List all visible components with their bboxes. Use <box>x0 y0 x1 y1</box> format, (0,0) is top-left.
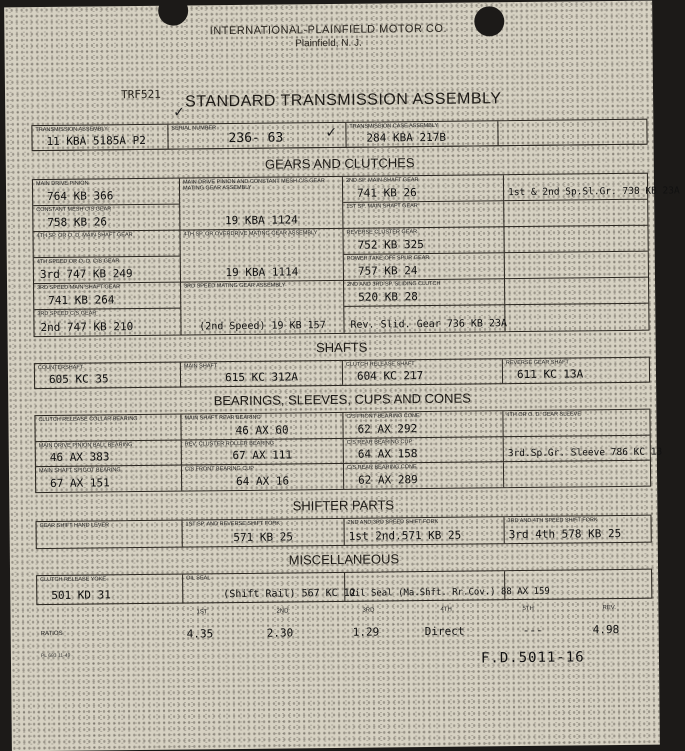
serial-cell <box>168 123 346 149</box>
cell-label: CLUTCH RELEASE YOKE <box>40 576 107 584</box>
cell-value: 741 KB 264 <box>48 293 115 307</box>
table-cell <box>345 571 550 601</box>
table-cell <box>36 440 182 466</box>
cell-label: 3RD SPEED MATING GEAR ASSEMBLY <box>184 282 286 290</box>
cell-value: 46 AX 60 <box>235 423 289 437</box>
table-cell <box>36 466 182 492</box>
cell-label: SERIAL NUMBER <box>171 125 217 132</box>
cell-value: 615 KC 312A <box>225 370 298 385</box>
table-cell <box>343 201 503 229</box>
ratio-1st: 4.35 <box>186 627 214 641</box>
cell-value: 764 KB 366 <box>47 189 114 203</box>
cell-label: 4TH SP. OR O. D. MAIN SHAFT GEAR <box>36 232 133 240</box>
table-row <box>36 461 650 492</box>
table-row <box>35 358 649 388</box>
table-cell <box>343 227 503 255</box>
cell-label: 1ST SP. AND REVERSE SHIFT FORK <box>185 520 281 528</box>
cell-value: Oil Seal (Ma.Shft. Rr.Cov.) 88 AX 159 <box>349 586 550 599</box>
top-row <box>31 119 647 151</box>
ratio-5th: --- <box>522 623 543 638</box>
page-title: STANDARD TRANSMISSION ASSEMBLY <box>185 90 502 111</box>
table-cell <box>344 253 504 281</box>
bearings-table <box>34 409 663 493</box>
table-cell <box>182 464 344 490</box>
model-number: TRF521 <box>120 87 161 102</box>
case-value: 284 KBA 217B <box>366 130 447 145</box>
table-row <box>32 120 646 151</box>
cell-label: MAIN SHAFT <box>183 363 218 370</box>
cell-value: 46 AX 383 <box>49 450 110 465</box>
table-cell <box>504 200 647 227</box>
cell-label: 2ND AND 3RD SP. SLIDING CLUTCH <box>347 280 441 288</box>
cell-label: COUNTERSHAFT <box>37 364 84 372</box>
print-code: PL 693 11-49 <box>40 652 71 660</box>
table-cell <box>180 229 343 283</box>
section-misc: MISCELLANEOUS <box>288 551 400 568</box>
cell-label: MAIN SHAFT REAR BEARING <box>184 414 261 422</box>
table-cell <box>183 519 345 547</box>
cell-label: 1ST SP. MAIN SHAFT GEAR <box>346 203 418 210</box>
table-cell <box>503 358 649 384</box>
cell-value: (Shift Rail) 567 KC 12 <box>223 587 356 601</box>
cell-value: 62 AX 292 <box>357 421 418 436</box>
cell-label: 4TH OR O. D. GEAR SLEEVE <box>506 411 582 419</box>
table-cell <box>344 305 508 333</box>
ratio-header: 3RD <box>362 607 375 614</box>
table-cell <box>344 279 504 307</box>
table-cell <box>498 120 646 146</box>
cell-value: 1st 2nd.571 KB 25 <box>348 528 462 543</box>
cell-label: MAIN SHAFT SPIGOT BEARING <box>38 467 121 475</box>
cell-value: (2nd Speed) 19 KB 157 <box>199 320 326 333</box>
section-bearings: BEARINGS, SLEEVES, CUPS AND CONES <box>213 390 471 409</box>
cell-label: CONSTANT MESH C/S GEAR <box>36 206 112 214</box>
table-cell <box>343 359 503 385</box>
cell-label: CLUTCH RELEASE SHAFT <box>345 361 415 368</box>
ratios-row <box>36 605 652 647</box>
cell-value: 501 KD 31 <box>51 588 111 602</box>
misc-table <box>36 569 652 605</box>
table-cell <box>181 361 343 387</box>
cell-value: 67 AX 111 <box>232 448 293 463</box>
cell-label: 4TH SPEED OR O. D. C/S GEAR <box>36 258 120 266</box>
table-cell <box>505 570 651 600</box>
cell-label: C/S REAR BEARING CONE <box>346 464 417 472</box>
table-cell <box>344 517 504 545</box>
table-cell <box>180 177 343 231</box>
table-cell <box>33 179 179 207</box>
serial-value: 236- 63 <box>228 130 284 147</box>
section-shafts: SHAFTS <box>315 339 368 356</box>
check-mark-icon: ✓ <box>173 103 186 120</box>
cell-value: 752 KB 325 <box>357 238 424 252</box>
table-cell <box>35 415 181 441</box>
cell-label: 2ND AND 3RD SPEED SHIFT FORK <box>347 518 439 526</box>
cell-value: 520 KB 28 <box>358 290 418 304</box>
ratio-header: 2ND <box>276 608 289 615</box>
table-cell <box>183 573 356 603</box>
table-cell <box>505 304 648 331</box>
table-cell <box>33 231 179 259</box>
spec-sheet <box>4 1 680 751</box>
cell-value: 62 AX 289 <box>358 473 418 487</box>
section-shifter: SHIFTER PARTS <box>292 497 395 514</box>
ratio-3rd: 1.29 <box>352 625 380 639</box>
cell-label: 3RD AND 4TH SPEED SHIFT FORK <box>507 517 598 525</box>
table-row <box>37 570 651 604</box>
table-cell <box>343 175 503 203</box>
cell-label: MAIN DRIVE PINION AND CONSTANT MESH C/S GEAR MATING GEAR ASSEMBLY <box>182 178 325 192</box>
section-gears: GEARS AND CLUTCHES <box>264 155 415 172</box>
table-cell <box>503 410 649 436</box>
table-row <box>37 516 651 548</box>
table-cell <box>505 252 648 279</box>
table-cell <box>504 461 650 487</box>
table-cell <box>34 283 180 311</box>
ratio-header: 1ST <box>196 609 208 616</box>
cell-label: 4TH SP. OR OVERDRIVE MATING GEAR ASSEMBLY <box>183 230 318 238</box>
cell-label: MAIN DRIVE PINION BALL BEARING <box>38 441 133 449</box>
cell-value: 19 KBA 1124 <box>224 213 298 228</box>
form-number: F.D.5011-16 <box>480 649 585 667</box>
cell-label: TRANSMISSION ASSEMBLY <box>35 126 108 134</box>
cell-label: CLUTCH RELEASE COLLAR BEARING <box>38 416 138 424</box>
cell-value: 571 KB 25 <box>233 530 294 545</box>
cell-value: 64 AX 158 <box>357 447 418 462</box>
check-mark-icon: ✓ <box>325 123 338 141</box>
table-cell <box>35 363 181 389</box>
cell-label: C/S FRONT BEARING CUP <box>184 466 254 473</box>
cell-label: C/S FRONT BEARING CONE <box>346 413 420 420</box>
cell-value: 64 AX 16 <box>236 474 290 489</box>
case-cell <box>346 121 498 147</box>
cell-value: 605 KC 35 <box>48 372 109 386</box>
table-cell <box>504 226 647 253</box>
cell-label: C/S REAR BEARING CUP <box>346 438 413 446</box>
cell-value: 19 KBA 1114 <box>225 265 299 280</box>
table-cell <box>344 463 504 489</box>
cell-value: 67 AX 151 <box>50 476 110 490</box>
table-cell <box>34 309 180 337</box>
cell-label: TRANSMISSION CASE ASSEMBLY <box>349 122 439 130</box>
cell-value: 758 KB 26 <box>47 215 108 229</box>
cell-label: GEAR SHIFT HAND LEVER <box>39 522 110 530</box>
cell-label: OIL SEAL <box>186 575 211 582</box>
table-cell <box>343 411 503 437</box>
cell-label: REVERSE CLUSTER GEAR <box>346 229 418 236</box>
table-cell <box>504 435 663 461</box>
cell-value: 3rd 747 KB 249 <box>39 267 133 282</box>
table-cell <box>344 437 504 463</box>
cell-value: 611 KC 13A <box>516 367 584 382</box>
cell-label: POWER TAKE OFF SPUR GEAR <box>346 254 430 262</box>
cell-value: 2nd 747 KB 210 <box>40 320 134 335</box>
table-cell <box>504 516 650 544</box>
ratio-4th: Direct <box>424 624 465 639</box>
shifter-table <box>36 515 652 549</box>
table-cell <box>504 174 680 201</box>
cell-label: 3RD SPEED C/S GEAR <box>37 310 97 318</box>
cell-label: 3RD SPEED MAIN SHAFT GEAR <box>37 284 121 292</box>
ratio-header: 5TH <box>522 605 534 613</box>
table-cell <box>181 413 343 439</box>
company-city: Plainfield, N. J. <box>295 37 362 50</box>
cell-label: MAIN DRIVE PINION <box>35 180 89 188</box>
cell-value: 757 KB 24 <box>357 264 418 278</box>
ratio-2nd: 2.30 <box>266 626 294 640</box>
ratios-label: RATIOS <box>40 630 63 638</box>
cell-value: Rev. Slid. Gear 736 KB 23A <box>350 318 508 331</box>
cell-value: 3rd.Sp.Gr. Sleeve 786 KC 13 <box>507 446 663 460</box>
cell-value: 1st & 2nd Sp.Sl.Gr. 738 KB 23A <box>508 185 680 199</box>
cell-label: REVERSE GEAR SHAFT <box>505 359 569 367</box>
company-name: INTERNATIONAL-PLAINFIELD MOTOR CO. <box>209 22 448 38</box>
table-cell <box>34 257 180 285</box>
cell-label: 2ND SP. MAIN SHAFT GEAR <box>345 177 419 184</box>
table-cell <box>181 281 344 335</box>
table-cell <box>37 575 183 605</box>
cell-value: 3rd 4th 578 KB 25 <box>508 526 622 542</box>
cell-label: REV. CLUSTER ROLLER BEARING <box>184 440 275 448</box>
gears-table <box>32 173 680 337</box>
shafts-table <box>34 357 650 389</box>
assembly-value: 11 KBA 5185A P2 <box>46 133 146 148</box>
ratio-rev: 4.98 <box>592 623 620 637</box>
table-cell <box>505 278 648 305</box>
assembly-cell <box>32 125 168 150</box>
cell-value: 604 KC 217 <box>356 369 424 383</box>
punch-hole <box>158 0 188 26</box>
ratio-header: REV. <box>602 605 616 612</box>
table-cell <box>182 439 344 465</box>
ratio-header: 4TH <box>440 606 452 613</box>
table-cell <box>37 521 183 549</box>
table-cell <box>33 205 179 233</box>
cell-value: 741 KB 26 <box>357 186 417 200</box>
